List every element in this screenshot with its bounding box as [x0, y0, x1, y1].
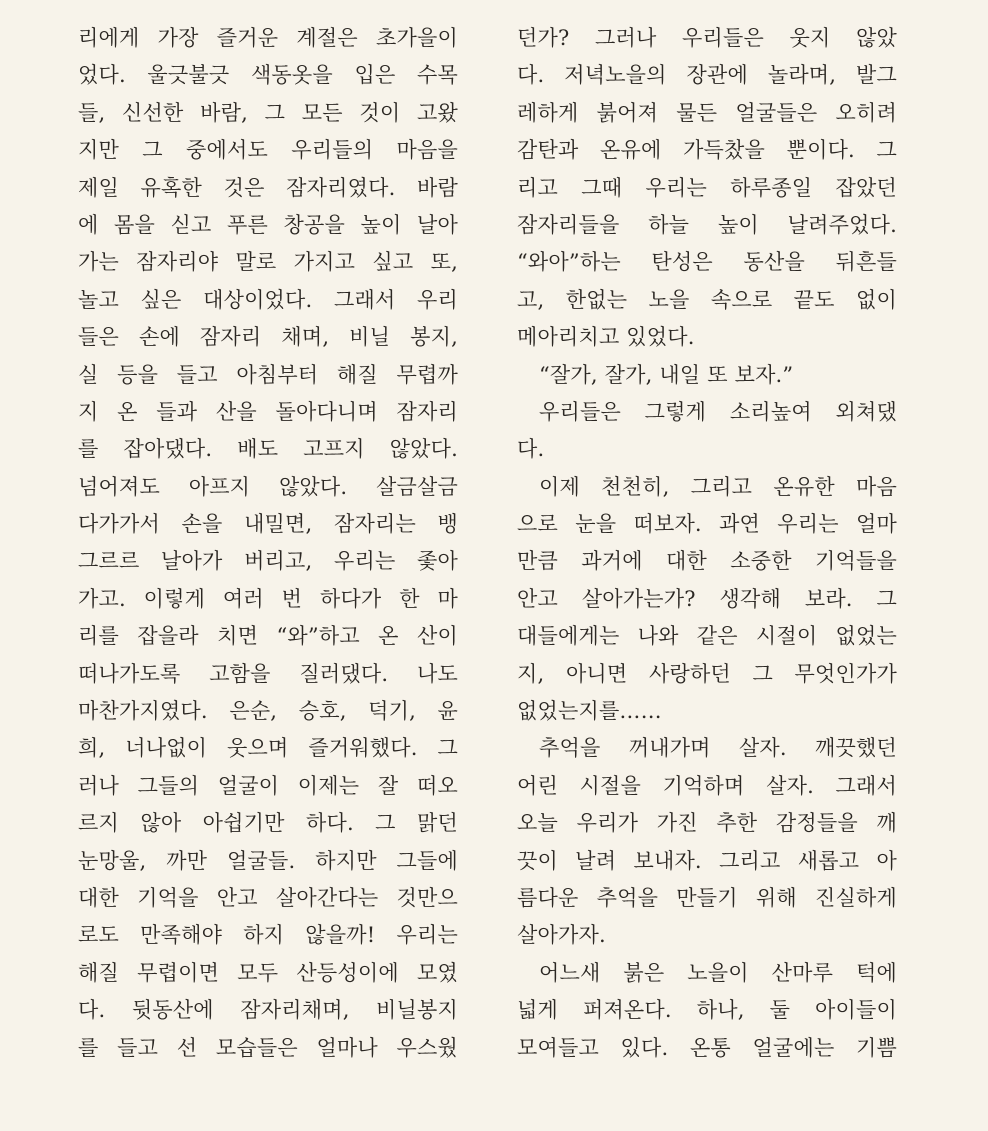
text-line: 지만 그 중에서도 우리들의 마음을	[78, 138, 458, 163]
text-line: 오늘 우리가 가진 추한 감정들을 깨	[517, 811, 897, 836]
text-line: 놀고 싶은 대상이었다. 그래서 우리	[78, 287, 458, 312]
text-line: 해질 무렵이면 모두 산등성이에 모였	[78, 960, 458, 985]
text-line: 안고 살아가는가? 생각해 보라. 그	[517, 586, 897, 611]
text-line: 마찬가지였다. 은순, 승호, 덕기, 윤	[78, 699, 458, 724]
text-line: 메아리치고 있었다.	[517, 325, 695, 350]
text-line: 리를 잡을라 치면 “와”하고 온 산이	[78, 624, 458, 649]
text-line: “와아”하는 탄성은 동산을 뒤흔들	[517, 250, 897, 275]
text-line: 대들에게는 나와 같은 시절이 없었는	[517, 624, 897, 649]
text-line: 르지 않아 아쉽기만 하다. 그 맑던	[78, 811, 458, 836]
text-line: 대한 기억을 안고 살아간다는 것만으	[78, 885, 458, 910]
text-line: 던가? 그러나 우리들은 웃지 않았	[517, 26, 897, 50]
right-text-column	[517, 20, 897, 1067]
text-line: 지, 아니면 사랑하던 그 무엇인가가	[517, 661, 897, 686]
text-line: 눈망울, 까만 얼굴들. 하지만 그들에	[78, 848, 458, 873]
text-line: 희, 너나없이 웃으며 즐거워했다. 그	[78, 736, 458, 761]
text-line: 가는 잠자리야 말로 가지고 싶고 또,	[78, 250, 458, 275]
text-line: 넘어져도 아프지 않았다. 살금살금	[78, 474, 458, 499]
text-line: 추억을 꺼내가며 살자. 깨끗했던	[539, 736, 897, 761]
text-line: 로도 만족해야 하지 않을까! 우리는	[78, 923, 458, 948]
text-line: 름다운 추억을 만들기 위해 진실하게	[517, 885, 897, 910]
text-line: 잠자리들을 하늘 높이 날려주었다.	[517, 212, 897, 237]
text-line: 만큼 과거에 대한 소중한 기억들을	[517, 549, 897, 574]
text-line: 가고. 이렇게 여러 번 하다가 한 마	[78, 586, 458, 611]
text-line: 이제 천천히, 그리고 온유한 마음	[539, 474, 897, 499]
text-line: 떠나가도록 고함을 질러댔다. 나도	[78, 661, 458, 686]
text-line: 리에게 가장 즐거운 계절은 초가을이	[78, 26, 458, 50]
text-line: 어린 시절을 기억하며 살자. 그래서	[517, 773, 897, 798]
text-line: 끗이 날려 보내자. 그리고 새롭고 아	[517, 848, 897, 873]
text-line: 리고 그때 우리는 하루종일 잡았던	[517, 175, 897, 200]
text-line: 감탄과 온유에 가득찼을 뿐이다. 그	[517, 138, 897, 163]
text-line: 살아가자.	[517, 923, 606, 948]
dialogue-line: “잘가, 잘가, 내일 또 보자.”	[539, 362, 794, 387]
text-line: 으로 눈을 떠보자. 과연 우리는 얼마	[517, 512, 897, 537]
text-line: 넓게 퍼져온다. 하나, 둘 아이들이	[517, 998, 897, 1023]
text-line: 제일 유혹한 것은 잠자리였다. 바람	[78, 175, 458, 200]
text-line: 없었는지를……	[517, 699, 662, 724]
text-line: 를 잡아댔다. 배도 고프지 않았다.	[78, 437, 458, 462]
text-line: 레하게 붉어져 물든 얼굴들은 오히려	[517, 100, 897, 125]
text-line: 그르르 날아가 버리고, 우리는 좇아	[78, 549, 458, 574]
text-line: 고, 한없는 노을 속으로 끝도 없이	[517, 287, 897, 312]
text-line: 다. 뒷동산에 잠자리채며, 비닐봉지	[78, 998, 458, 1023]
text-line: 실 등을 들고 아침부터 해질 무렵까	[78, 362, 458, 387]
text-line: 었다. 울긋불긋 색동옷을 입은 수목	[78, 63, 458, 88]
text-line: 어느새 붉은 노을이 산마루 턱에	[539, 960, 897, 985]
text-line: 들, 신선한 바람, 그 모든 것이 고왔	[78, 100, 458, 125]
text-line: 들은 손에 잠자리 채며, 비닐 봉지,	[78, 325, 458, 350]
text-line: 지 온 들과 산을 돌아다니며 잠자리	[78, 399, 458, 424]
text-line: 우리들은 그렇게 소리높여 외쳐댔	[539, 399, 897, 424]
text-line: 모여들고 있다. 온통 얼굴에는 기쁨	[517, 1035, 897, 1060]
text-line: 다가가서 손을 내밀면, 잠자리는 뱅	[78, 512, 458, 537]
text-line: 다. 저녁노을의 장관에 놀라며, 발그	[517, 63, 897, 88]
left-text-column	[78, 20, 458, 1067]
text-line: 다.	[517, 437, 545, 462]
text-line: 에 몸을 싣고 푸른 창공을 높이 날아	[78, 212, 458, 237]
text-line: 러나 그들의 얼굴이 이제는 잘 떠오	[78, 773, 458, 798]
text-line: 를 들고 선 모습들은 얼마나 우스웠	[78, 1035, 458, 1060]
